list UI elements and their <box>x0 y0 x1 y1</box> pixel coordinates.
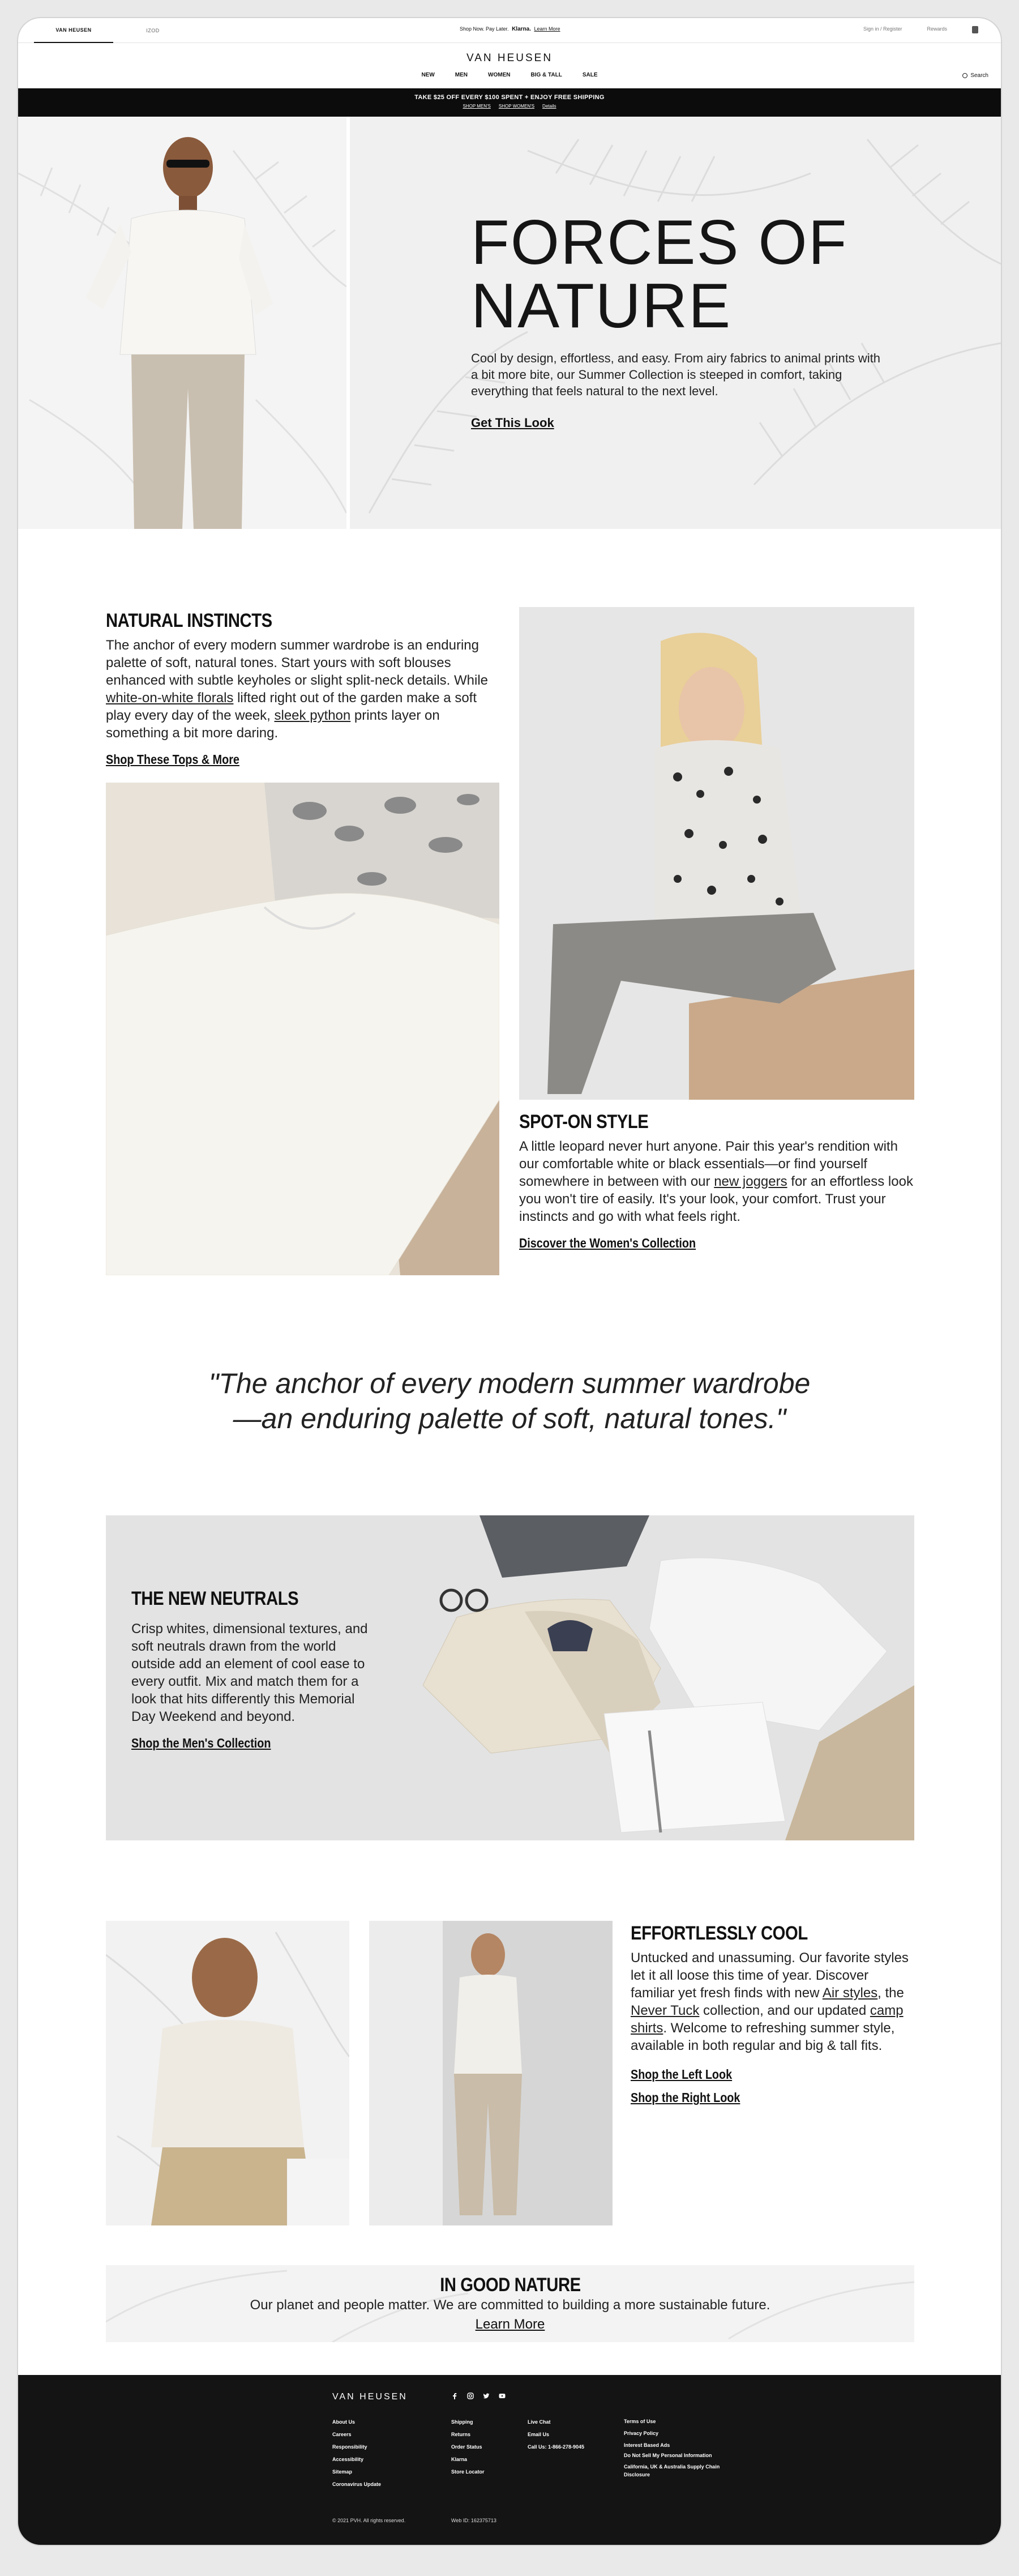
nav-item-men[interactable]: MEN <box>455 72 468 78</box>
pull-quote: "The anchor of every modern summer wardrobe —an enduring palette of soft, natural tones." <box>208 1368 811 1434</box>
footer-link-shipping[interactable]: Shipping <box>451 2419 473 2425</box>
footer-link-store-locator[interactable]: Store Locator <box>451 2469 485 2475</box>
hero-title: FORCES OF NATURE <box>471 207 848 341</box>
effortlessly-cool-body <box>631 1949 914 2054</box>
facebook-icon[interactable] <box>451 2393 458 2399</box>
site-logo[interactable]: VAN HEUSEN <box>466 52 553 64</box>
natural-body-text-2: lifted right out of the garden make a soft play every day of the week, <box>106 690 477 723</box>
footer-link-privacy[interactable]: Privacy Policy <box>624 2430 659 2436</box>
discover-womens-link[interactable]: Discover the Women's Collection <box>519 1236 696 1250</box>
natural-instincts-section <box>106 610 502 767</box>
good-nature-banner <box>106 2265 914 2342</box>
footer-link-sitemap[interactable]: Sitemap <box>332 2469 353 2475</box>
sign-in-link[interactable]: Sign in / Register <box>863 26 902 32</box>
klarna-learn-more-link[interactable]: Learn More <box>534 26 560 32</box>
footer-link-interest-ads[interactable]: Interest Based Ads <box>624 2442 670 2448</box>
promo-shop-mens-link[interactable]: SHOP MEN'S <box>463 104 491 109</box>
cool-body-text-2: , the <box>877 1985 904 2001</box>
instagram-icon[interactable] <box>467 2393 474 2399</box>
good-nature-learn-more-link[interactable]: Learn More <box>475 2317 545 2332</box>
left-look-image <box>106 1921 349 2225</box>
new-joggers-link[interactable]: new joggers <box>714 1174 787 1189</box>
footer-col-contact <box>528 2416 584 2453</box>
footer-col-orders <box>451 2416 485 2478</box>
white-florals-link[interactable]: white-on-white florals <box>106 690 234 706</box>
shop-right-look-link[interactable]: Shop the Right Look <box>631 2090 740 2105</box>
good-nature-title: IN GOOD NATURE <box>439 2274 581 2296</box>
footer-link-email[interactable]: Email Us <box>528 2432 550 2437</box>
footer-link-returns[interactable]: Returns <box>451 2432 471 2437</box>
nav-item-sale[interactable]: SALE <box>582 72 598 78</box>
spot-body-text-2: for an effortless look you won't tire of easily. It's your look, your comfort. Trust your instincts and go with what feels right. <box>519 1174 913 1224</box>
footer-link-coronavirus[interactable]: Coronavirus Update <box>332 2481 382 2487</box>
cool-body-text-1: Untucked and unassuming. Our favorite styles let it all loose this time of year. Discover familiar yet fresh finds with new <box>631 1950 909 2001</box>
natural-body-text-1: The anchor of every modern summer wardrobe is an enduring palette of soft, natural tones. Start yours with soft blouses enhanced with subtle keyholes or slight split-neck details. While <box>106 638 489 688</box>
social-links <box>451 2393 506 2399</box>
footer-link-supply-chain[interactable]: California, UK & Australia Supply Chain Disclosure <box>624 2464 720 2477</box>
new-neutrals-title: THE NEW NEUTRALS <box>131 1588 299 1609</box>
spot-on-style-section <box>519 1111 915 1251</box>
folded-tops-image <box>106 783 499 1275</box>
right-look-image <box>369 1921 613 2225</box>
footer-link-do-not-sell[interactable]: Do Not Sell My Personal Information <box>624 2453 712 2458</box>
footer-link-phone[interactable]: Call Us: 1-866-278-9045 <box>528 2444 585 2450</box>
footer-link-about[interactable]: About Us <box>332 2419 355 2425</box>
klarna-logo: Klarna. <box>512 26 531 32</box>
twitter-icon[interactable] <box>483 2393 490 2399</box>
folded-tops-illustration <box>106 783 499 1275</box>
footer-col-company <box>332 2416 381 2490</box>
nav-item-women[interactable]: WOMEN <box>488 72 511 78</box>
footer-link-klarna[interactable]: Klarna <box>451 2457 468 2462</box>
cool-body-text-3: collection, and our updated <box>699 2003 870 2018</box>
left-look-illustration <box>106 1921 349 2225</box>
new-neutrals-section <box>106 1515 914 1840</box>
hero-get-this-look-link[interactable]: Get This Look <box>471 416 554 430</box>
camp-shirts-link[interactable]: camp shirts <box>631 2003 904 2036</box>
right-look-illustration <box>369 1921 613 2225</box>
air-styles-link[interactable]: Air styles <box>822 1985 878 2001</box>
footer-col-legal <box>624 2416 720 2479</box>
youtube-icon[interactable] <box>499 2393 506 2399</box>
footer-link-accessibility[interactable]: Accessibility <box>332 2457 364 2462</box>
search-label: Search <box>970 72 988 79</box>
promo-headline: TAKE $25 OFF EVERY $100 SPENT + ENJOY FREE SHIPPING <box>414 94 605 101</box>
new-neutrals-body: Crisp whites, dimensional textures, and soft neutrals drawn from the world outside add an element of cool ease to every outfit. Mix and match them for a look that hits differently this Memorial Day Weekend and beyond. <box>131 1621 368 1724</box>
footer-web-id: Web ID: 162375713 <box>451 2518 496 2523</box>
shop-mens-collection-link[interactable]: Shop the Men's Collection <box>131 1736 271 1750</box>
rewards-link[interactable]: Rewards <box>927 26 947 32</box>
never-tuck-link[interactable]: Never Tuck <box>631 2003 700 2018</box>
hero-banner <box>18 117 1001 529</box>
natural-body-text-3: prints layer on something a bit more daring. <box>106 708 440 741</box>
footer-link-careers[interactable]: Careers <box>332 2432 352 2437</box>
hero-model-image <box>18 117 346 529</box>
site-footer <box>18 2375 1001 2545</box>
promo-banner <box>18 88 1001 117</box>
klarna-promo-text: Shop Now. Pay Later. <box>460 26 509 32</box>
effortlessly-cool-section <box>631 1923 914 2105</box>
cool-body-text-4: . Welcome to refreshing summer style, available in both regular and big & tall fits. <box>631 2020 895 2053</box>
footer-link-live-chat[interactable]: Live Chat <box>528 2419 551 2425</box>
spot-body-text-1: A little leopard never hurt anyone. Pair this year's rendition with our comfortable white or black essentials—or find yourself somewhere in between with our <box>519 1139 898 1189</box>
shop-left-look-link[interactable]: Shop the Left Look <box>631 2067 733 2082</box>
leopard-tee-model-image <box>519 607 914 1100</box>
spot-on-style-title: SPOT-ON STYLE <box>519 1111 649 1133</box>
nav-item-new[interactable]: NEW <box>421 72 435 78</box>
footer-link-terms[interactable]: Terms of Use <box>624 2419 656 2424</box>
sleek-python-link[interactable]: sleek python <box>274 708 351 723</box>
footer-logo[interactable]: VAN HEUSEN <box>332 2392 408 2402</box>
good-nature-body: Our planet and people matter. We are committed to building a more sustainable future. <box>250 2297 770 2313</box>
utility-bar <box>18 18 1001 43</box>
footer-copyright: © 2021 PVH. All rights reserved. <box>332 2518 406 2523</box>
main-nav <box>18 72 1001 78</box>
promo-details-link[interactable]: Details <box>542 104 556 109</box>
leopard-tee-model-illustration <box>519 607 914 1100</box>
bag-icon[interactable] <box>972 26 978 33</box>
brand-tab-izod[interactable]: IZOD <box>146 28 160 33</box>
klarna-promo <box>460 26 560 32</box>
promo-shop-womens-link[interactable]: SHOP WOMEN'S <box>498 104 535 109</box>
search-button[interactable] <box>962 72 988 79</box>
footer-link-responsibility[interactable]: Responsibility <box>332 2444 367 2450</box>
site-header <box>18 43 1001 88</box>
spot-on-style-body <box>519 1138 915 1225</box>
search-icon <box>962 73 967 78</box>
neutrals-flatlay-illustration <box>423 1515 914 1840</box>
hero-model-illustration <box>18 117 346 529</box>
nav-item-big-tall[interactable]: BIG & TALL <box>530 72 562 78</box>
effortlessly-cool-title: EFFORTLESSLY COOL <box>631 1923 808 1944</box>
natural-instincts-body <box>106 636 502 742</box>
brand-tab-van-heusen[interactable]: VAN HEUSEN <box>34 18 113 43</box>
shop-tops-link[interactable]: Shop These Tops & More <box>106 752 239 767</box>
hero-description: Cool by design, effortless, and easy. From airy fabrics to animal prints with a bit more bite, our Summer Collection is steeped in comfort, taking everything that feels natural to the next level. <box>471 351 881 398</box>
page-frame <box>18 18 1001 2545</box>
footer-link-order-status[interactable]: Order Status <box>451 2444 482 2450</box>
natural-instincts-title: NATURAL INSTINCTS <box>106 610 272 631</box>
